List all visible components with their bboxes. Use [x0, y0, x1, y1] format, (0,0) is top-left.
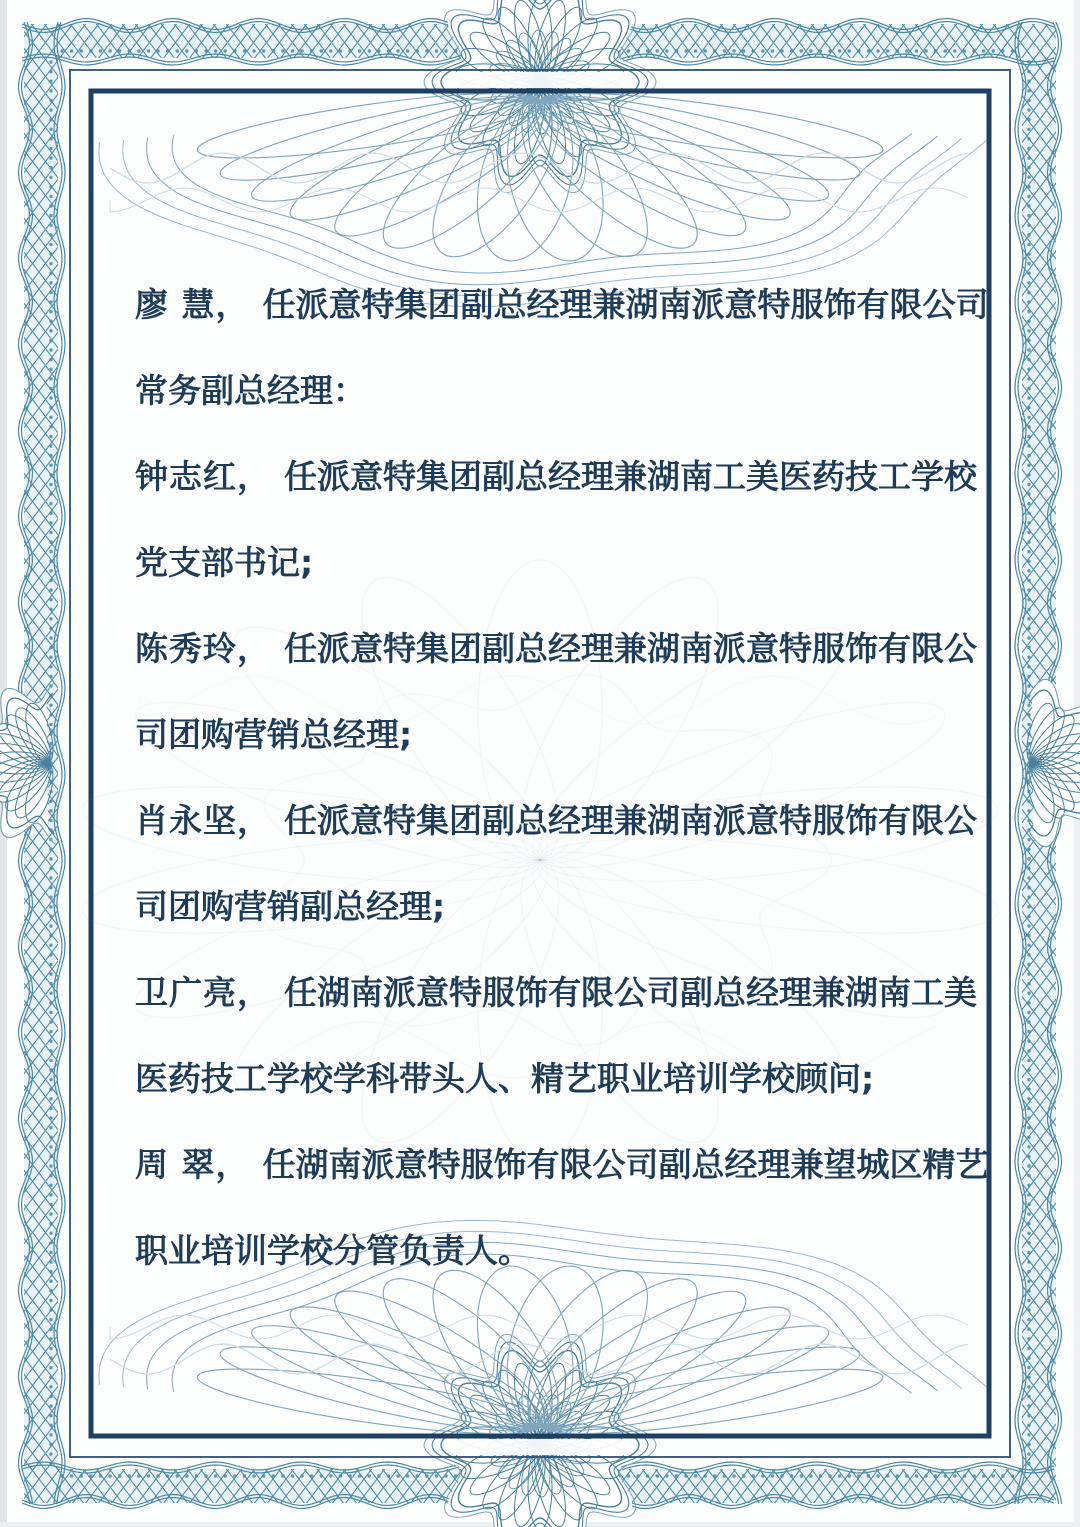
announcement-line — [135, 262, 1005, 348]
announcement-line — [135, 1208, 1005, 1294]
line-text: 任派意特集团副总经理兼湖南派意特服饰有限公司 — [262, 285, 989, 324]
person-name: 周 翠， — [135, 1145, 250, 1184]
person-name: 卫广亮， — [135, 973, 271, 1012]
announcement-line — [135, 692, 1005, 778]
announcement-line — [135, 1122, 1005, 1208]
person-name: 钟志红， — [135, 457, 271, 496]
line-text: 任派意特集团副总经理兼湖南工美医药技工学校 — [284, 457, 977, 496]
announcement-line — [135, 1036, 1005, 1122]
line-text: 司团购营销副总经理; — [135, 887, 446, 926]
announcement-line — [135, 348, 1005, 434]
line-text: 任湖南派意特服饰有限公司副总经理兼湖南工美 — [284, 973, 977, 1012]
line-text: 医药技工学校学科带头人、精艺职业培训学校顾问; — [135, 1059, 875, 1098]
line-text: 任派意特集团副总经理兼湖南派意特服饰有限公 — [284, 801, 977, 840]
line-text: 职业培训学校分管负责人。 — [135, 1231, 531, 1270]
person-name: 肖永坚， — [135, 801, 271, 840]
announcement-line — [135, 778, 1005, 864]
line-text: 党支部书记; — [135, 543, 314, 582]
line-text: 司团购营销总经理; — [135, 715, 413, 754]
announcement-text — [135, 262, 1005, 1294]
announcement-line — [135, 950, 1005, 1036]
person-name: 廖 慧， — [135, 285, 250, 324]
line-text: 任湖南派意特服饰有限公司副总经理兼望城区精艺 — [262, 1145, 989, 1184]
person-name: 陈秀玲， — [135, 629, 271, 668]
announcement-line — [135, 434, 1005, 520]
announcement-line — [135, 606, 1005, 692]
announcement-line — [135, 520, 1005, 606]
line-text: 任派意特集团副总经理兼湖南派意特服饰有限公 — [284, 629, 977, 668]
line-text: 常务副总经理： — [135, 371, 366, 410]
announcement-line — [135, 864, 1005, 950]
